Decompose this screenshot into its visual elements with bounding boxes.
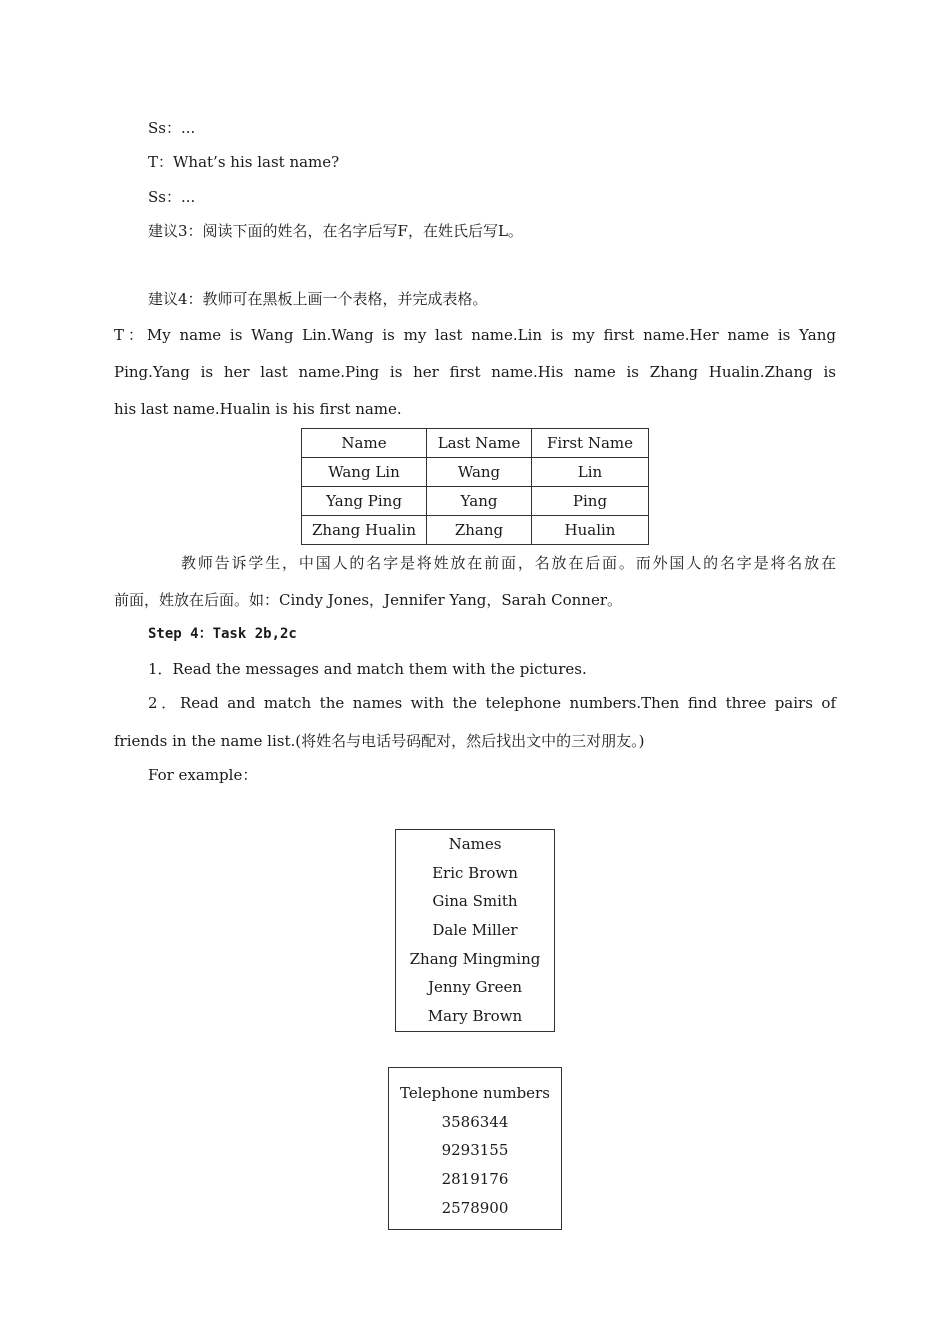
list-item: Dale Miller: [432, 921, 518, 940]
list-item: Gina Smith: [432, 892, 518, 911]
teacher-paragraph-line-1: T：My name is Wang Lin.Wang is my last name.Lin is my first name.Her name is Yang: [114, 326, 836, 344]
table-header-row: [302, 429, 649, 458]
table-row: [302, 487, 649, 516]
table-header-cell: Last Name: [427, 429, 532, 458]
suggestion-4: 建议4：教师可在黑板上画一个表格，并完成表格。: [148, 290, 488, 308]
dialogue-line-ss: Ss：...: [148, 119, 196, 137]
chinese-paragraph-line-2: 前面，姓放在后面。如：Cindy Jones，Jennifer Yang，Sarah Conner。: [114, 591, 623, 609]
list-item: Mary Brown: [427, 1007, 523, 1026]
table-cell: Ping: [532, 487, 649, 516]
table-cell: Yang: [427, 487, 532, 516]
name-table: [301, 428, 649, 545]
table-cell: Yang Ping: [302, 487, 427, 516]
table-cell: Hualin: [532, 516, 649, 545]
names-box-title: Names: [448, 835, 502, 853]
for-example-label: For example：: [148, 766, 258, 784]
suggestion-3: 建议3：阅读下面的姓名，在名字后写F，在姓氏后写L。: [148, 222, 523, 240]
dialogue-line-teacher-question: T：What’s his last name?: [148, 153, 340, 171]
chinese-paragraph-line-1: 教师告诉学生，中国人的名字是将姓放在前面，名放在后面。而外国人的名字是将名放在: [181, 554, 836, 572]
list-item: 2578900: [441, 1198, 509, 1217]
list-item: 3586344: [441, 1112, 509, 1131]
table-cell: Zhang Hualin: [302, 516, 427, 545]
telephone-box-title: Telephone numbers: [400, 1084, 550, 1102]
dialogue-line-ss: Ss：...: [148, 188, 196, 206]
list-item: Jenny Green: [427, 978, 523, 997]
table-row: [302, 516, 649, 545]
telephone-numbers-box: [388, 1067, 562, 1230]
instruction-1: 1．Read the messages and match them with the pictures.: [148, 660, 587, 678]
instruction-2-line-2: friends in the name list.(将姓名与电话号码配对，然后找出文中的三对朋友。): [114, 732, 645, 750]
instruction-2-line-1: 2．Read and match the names with the telephone numbers.Then find three pairs of: [148, 694, 836, 712]
table-cell: Zhang: [427, 516, 532, 545]
list-item: Eric Brown: [432, 863, 518, 882]
teacher-paragraph-line-3: his last name.Hualin is his first name.: [114, 400, 402, 418]
teacher-paragraph-line-2: Ping.Yang is her last name.Ping is her first name.His name is Zhang Hualin.Zhang is: [114, 363, 836, 381]
table-cell: Lin: [532, 458, 649, 487]
table-cell: Wang Lin: [302, 458, 427, 487]
step-4-heading: Step 4：Task 2b,2c: [148, 626, 297, 642]
table-row: [302, 458, 649, 487]
table-cell: Wang: [427, 458, 532, 487]
list-item: 2819176: [441, 1170, 509, 1189]
names-box: [395, 829, 555, 1032]
list-item: Zhang Mingming: [409, 949, 541, 968]
list-item: 9293155: [441, 1141, 509, 1160]
table-header-cell: First Name: [532, 429, 649, 458]
table-header-cell: Name: [302, 429, 427, 458]
